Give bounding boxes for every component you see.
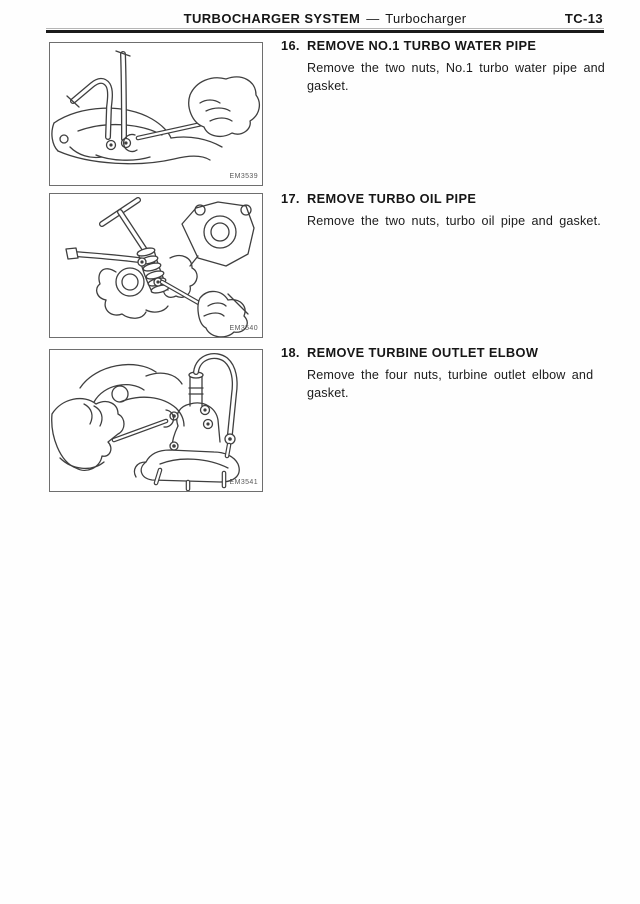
- figure-code-label: EM3541: [229, 479, 258, 486]
- header-rule-thin: [46, 28, 604, 29]
- step-title: REMOVE NO.1 TURBO WATER PIPE: [307, 38, 537, 53]
- figure-oil-pipe: [49, 193, 263, 338]
- figure-code-label: EM3540: [229, 325, 258, 332]
- step-instruction: Remove the two nuts, No.1 turbo water pipe and gasket.: [307, 61, 605, 94]
- step-17: [281, 191, 608, 230]
- step-title: REMOVE TURBO OIL PIPE: [307, 191, 477, 206]
- step-heading: [281, 345, 608, 361]
- step-18: [281, 345, 608, 403]
- step-instruction: Remove the two nuts, turbo oil pipe and gasket.: [307, 214, 601, 228]
- step-heading: [281, 191, 608, 207]
- figure-water-pipe: [49, 42, 263, 186]
- step-heading: [281, 38, 608, 54]
- step-title: REMOVE TURBINE OUTLET ELBOW: [307, 345, 539, 360]
- step-16: [281, 38, 608, 96]
- page-header-title: [46, 11, 604, 26]
- step-number: 16.: [281, 38, 300, 53]
- figure-code-label: EM3539: [229, 173, 258, 180]
- outlet-elbow-illustration: [50, 350, 262, 491]
- water-pipe-illustration: [50, 43, 262, 185]
- step-instruction: Remove the four nuts, turbine outlet elbow and gasket.: [307, 368, 594, 401]
- step-number: 17.: [281, 191, 300, 206]
- section-title: TURBOCHARGER SYSTEM: [183, 11, 361, 26]
- figure-outlet-elbow: [49, 349, 263, 492]
- step-number: 18.: [281, 345, 300, 360]
- oil-pipe-illustration: [50, 194, 262, 337]
- header-rule-thick: [46, 30, 604, 33]
- title-separator: —: [366, 11, 380, 26]
- subsection-title: Turbocharger: [385, 11, 467, 26]
- page-number: TC-13: [564, 11, 603, 26]
